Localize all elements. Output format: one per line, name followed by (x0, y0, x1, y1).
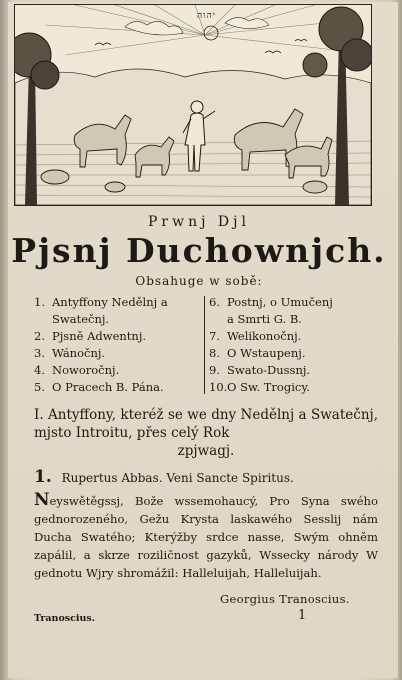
toc-entry: 9. Swato-Dussnj. (209, 363, 311, 377)
toc-entry-continuation: Swatečnj. (52, 312, 110, 326)
main-title: Pjsnj Duchownjch. (11, 231, 387, 270)
hymn-heading (34, 469, 378, 486)
column-divider (204, 296, 205, 394)
part-title: Prwnj Djl (148, 214, 250, 230)
section-heading-last-line: zpjwagj. (177, 443, 235, 459)
section-heading (34, 406, 378, 460)
toc-entry: 10.O Sw. Trogicy. (209, 380, 310, 394)
toc-entry: 6. Postnj, o Umučenj (209, 295, 333, 309)
printer-signature: Tranoscius. (34, 613, 96, 624)
toc-entry: 3. Wánočnj. (34, 346, 106, 360)
section-heading-text: I. Antyffony, kteréž se we dny Nedělnj a Swatečnj, mjsto Introitu, přes celý Rok (34, 407, 378, 441)
toc-entry: 4. Noworočnj. (34, 363, 120, 377)
woodcut-scene (15, 5, 371, 205)
hymn-number: 1. (34, 467, 52, 487)
contents-label: Obsahuge w sobě: (135, 274, 263, 288)
toc-right-column (209, 294, 384, 396)
hymn-text: eyswětěgssj, Bože wssemohaucý, Pro Syna swého gednorozeného, Gežu Krysta laskawého Sesslij nám Ducha Swatého; Kterýžby srdce nasse, Swým ohněm zapálil, a skrze roziličnost gazyků, Wssecky národy W gednotu Wjry shromážil: Halleluijah, Halleluijah. (34, 494, 378, 580)
toc-entry-continuation: a Smrti G. B. (227, 312, 302, 326)
cloud (125, 21, 183, 35)
woodcut-illustration (14, 4, 372, 206)
page-number: 1 (298, 608, 307, 623)
hymn-source: Rupertus Abbas. Veni Sancte Spiritus. (61, 471, 294, 485)
toc-entry: 8. O Wstaupenj. (209, 346, 306, 360)
hebrew-inscription: יהוה (197, 11, 217, 21)
hymn-verse (34, 491, 378, 582)
toc-entry: 1. Antyffony Nedělnj a (34, 295, 168, 309)
hymn-author: Georgius Tranoscius. (220, 592, 350, 606)
toc-entry: 7. Welikonočnj. (209, 329, 302, 343)
divine-eye (204, 26, 218, 40)
drop-capital: N (34, 490, 50, 510)
toc-entry: 5. O Pracech B. Pána. (34, 380, 164, 394)
table-of-contents (34, 294, 378, 394)
book-page (8, 2, 398, 678)
toc-left-column (34, 294, 204, 396)
toc-entry: 2. Pjsně Adwentnj. (34, 329, 147, 343)
